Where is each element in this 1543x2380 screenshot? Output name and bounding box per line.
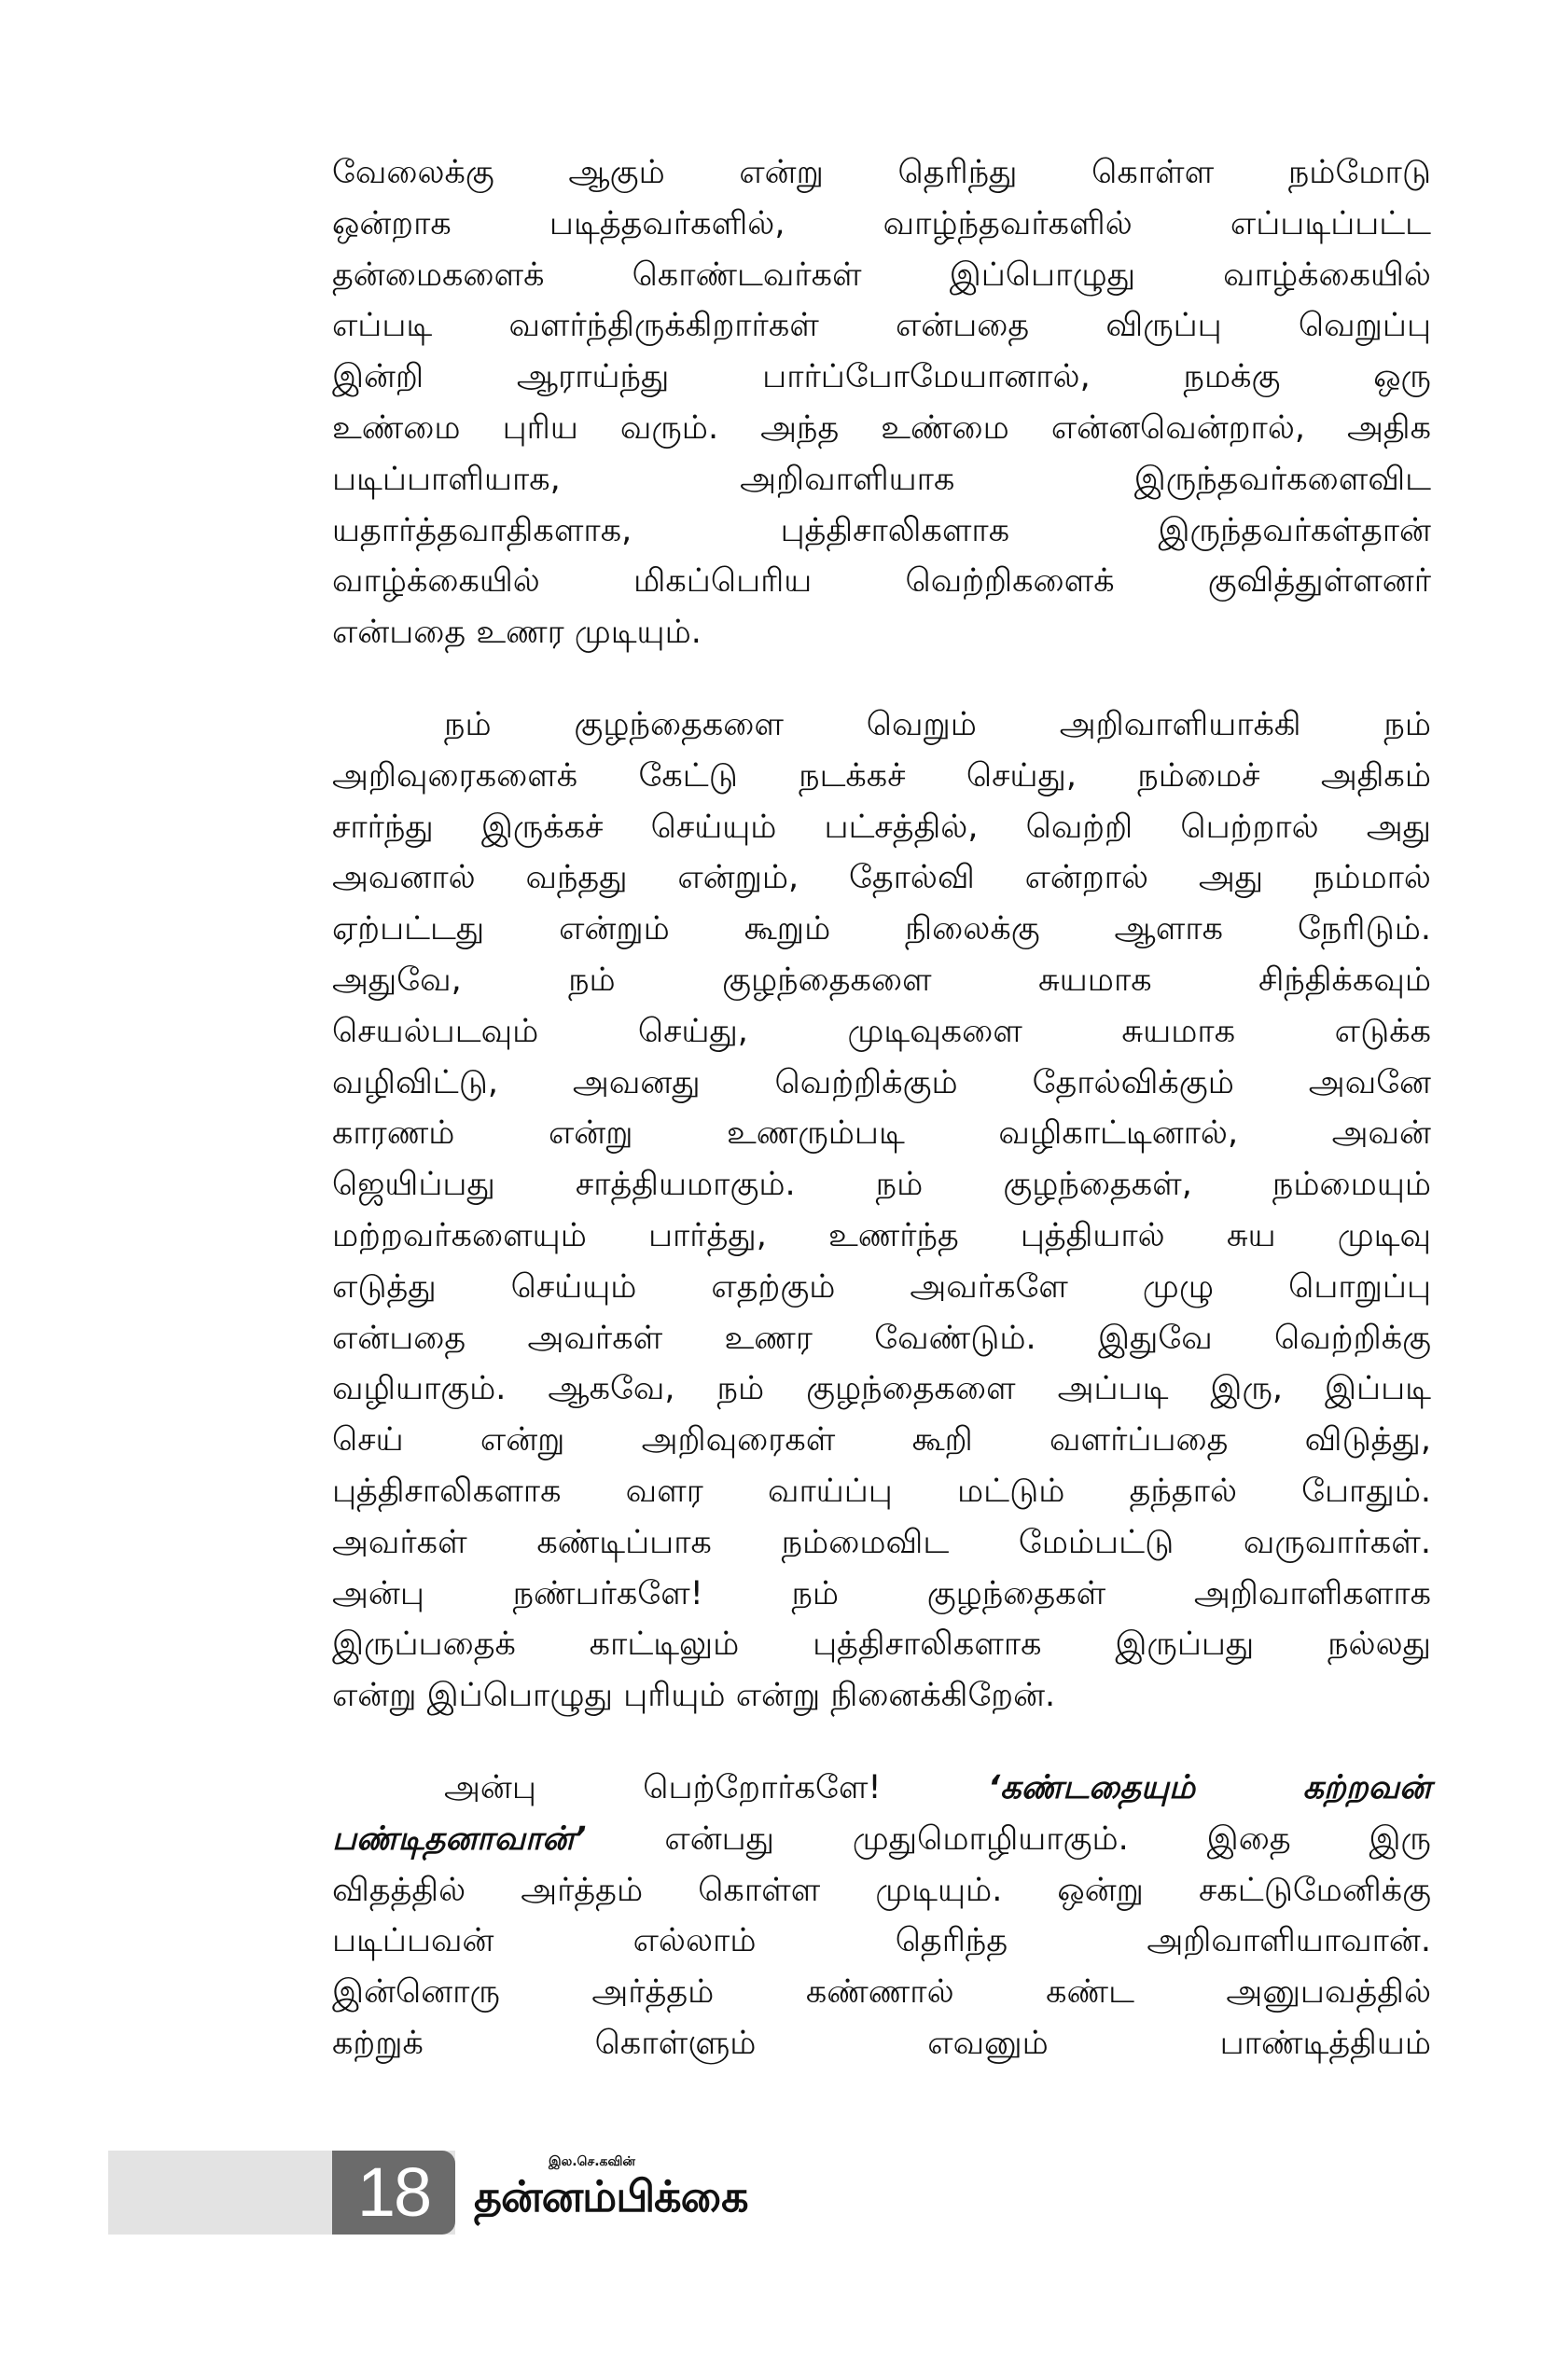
paragraph-2-line: என்று இப்பொழுது புரியும் என்று நினைக்கிறேன். — [332, 1677, 1056, 1715]
paragraph-2-line: மற்றவர்களையும் பார்த்து, உணர்ந்த புத்தியால் சுய முடிவு — [332, 1216, 1431, 1254]
paragraph-2-line: அதுவே, நம் குழந்தைகளை சுயமாக சிந்திக்கவும் — [332, 961, 1431, 999]
paragraph-3-line — [332, 1814, 1431, 1865]
logo-main-text: தன்னம்பிக்கை — [474, 2171, 748, 2221]
page-number-box — [332, 2151, 455, 2235]
paragraph-2-line: ஜெயிப்பது சாத்தியமாகும். நம் குழந்தைகள், நம்மையும் — [332, 1166, 1431, 1204]
paragraph-1-line: இன்றி ஆராய்ந்து பார்ப்போமேயானால், நமக்கு ஒரு — [332, 358, 1431, 396]
paragraph-3-line: விதத்தில் அர்த்தம் கொள்ள முடியும். ஒன்று சகட்டுமேனிக்கு — [332, 1871, 1431, 1909]
paragraph-3-line: இன்னொரு அர்த்தம் கண்ணால் கண்ட அனுபவத்தில் — [332, 1973, 1431, 2012]
paragraph-1-line: வேலைக்கு ஆகும் என்று தெரிந்து கொள்ள நம்மோடு — [332, 154, 1431, 191]
paragraph-2 — [332, 699, 1431, 1722]
paragraph-1-line: வாழ்க்கையில் மிகப்பெரிய வெற்றிகளைக் குவித்துள்ளனர் — [332, 562, 1431, 601]
paragraph-2-line: செயல்படவும் செய்து, முடிவுகளை சுயமாக எடுக்க — [332, 1012, 1431, 1050]
paragraph-1-line: எப்படி வளர்ந்திருக்கிறார்கள் என்பதை விருப்பு வெறுப்பு — [332, 307, 1431, 345]
paragraph-1-line: யதார்த்தவாதிகளாக, புத்திசாலிகளாக இருந்தவர்கள்தான் — [332, 511, 1431, 549]
paragraph-2-line: அறிவுரைகளைக் கேட்டு நடக்கச் செய்து, நம்மைச் அதிகம் — [332, 756, 1431, 795]
paragraph-3-line — [332, 1763, 1431, 1814]
paragraph-2-line: அன்பு நண்பர்களே! நம் குழந்தைகள் அறிவாளிகளாக — [332, 1574, 1431, 1612]
paragraph-2-line: காரணம் என்று உணரும்படி வழிகாட்டினால், அவன் — [332, 1114, 1431, 1153]
paragraph-2-line: செய் என்று அறிவுரைகள் கூறி வளர்ப்பதை விடுத்து, — [332, 1421, 1431, 1460]
paragraph-2-line: வழியாகும். ஆகவே, நம் குழந்தைகளை அப்படி இரு, இப்படி — [332, 1370, 1431, 1408]
page-number: 18 — [356, 2153, 431, 2231]
paragraph-2-line: வழிவிட்டு, அவனது வெற்றிக்கும் தோல்விக்கும் அவனே — [332, 1063, 1431, 1101]
proverb-quote-part-1: ‘கண்டதையும் கற்றவன் — [987, 1768, 1431, 1806]
paragraph-1-line: தன்மைகளைக் கொண்டவர்கள் இப்பொழுது வாழ்க்கையில் — [332, 256, 1431, 294]
magazine-logo — [474, 2154, 772, 2235]
paragraph-2-line: நம் குழந்தைகளை வெறும் அறிவாளியாக்கி நம் — [444, 705, 1431, 743]
logo-small-text: இல.செ.கவின் — [549, 2154, 635, 2169]
paragraph-2-line: அவனால் வந்தது என்றும், தோல்வி என்றால் அது நம்மால் — [332, 859, 1431, 897]
paragraph-1-line: படிப்பாளியாக, அறிவாளியாக இருந்தவர்களைவிட — [332, 460, 1431, 498]
proverb-quote-part-2: பண்டிதனாவான்’ — [332, 1820, 587, 1858]
paragraph-3 — [332, 1763, 1431, 2069]
paragraph-1 — [332, 147, 1431, 658]
paragraph-2-line: இருப்பதைக் காட்டிலும் புத்திசாலிகளாக இருப்பது நல்லது — [332, 1626, 1431, 1664]
paragraph-1-line: ஒன்றாக படித்தவர்களில், வாழ்ந்தவர்களில் எப்படிப்பட்ட — [332, 204, 1431, 242]
paragraph-3-line: கற்றுக் கொள்ளும் எவனும் பாண்டித்தியம் — [332, 2024, 1431, 2062]
paragraph-2-line: அவர்கள் கண்டிப்பாக நம்மைவிட மேம்பட்டு வருவார்கள். — [332, 1523, 1431, 1561]
paragraph-3-line: படிப்பவன் எல்லாம் தெரிந்த அறிவாளியாவான். — [332, 1922, 1431, 1960]
paragraph-3-line-rest: என்பது முதுமொழியாகும். இதை இரு — [664, 1820, 1431, 1858]
paragraph-2-line: புத்திசாலிகளாக வளர வாய்ப்பு மட்டும் தந்தால் போதும். — [332, 1472, 1431, 1510]
article-body — [332, 147, 1431, 2069]
paragraph-1-line: உண்மை புரிய வரும். அந்த உண்மை என்னவென்றால், அதிக — [332, 408, 1431, 447]
paragraph-2-line: சார்ந்து இருக்கச் செய்யும் பட்சத்தில், வெற்றி பெற்றால் அது — [332, 808, 1431, 846]
paragraph-2-line: எடுத்து செய்யும் எதற்கும் அவர்களே முழு பொறுப்பு — [332, 1267, 1431, 1306]
paragraph-2-line: ஏற்பட்டது என்றும் கூறும் நிலைக்கு ஆளாக நேரிடும். — [332, 910, 1431, 948]
paragraph-2-line: என்பதை அவர்கள் உணர வேண்டும். இதுவே வெற்றிக்கு — [332, 1319, 1431, 1357]
paragraph-1-line: என்பதை உணர முடியும். — [332, 614, 702, 652]
paragraph-3-lead: அன்பு பெற்றோர்களே! — [444, 1768, 882, 1806]
